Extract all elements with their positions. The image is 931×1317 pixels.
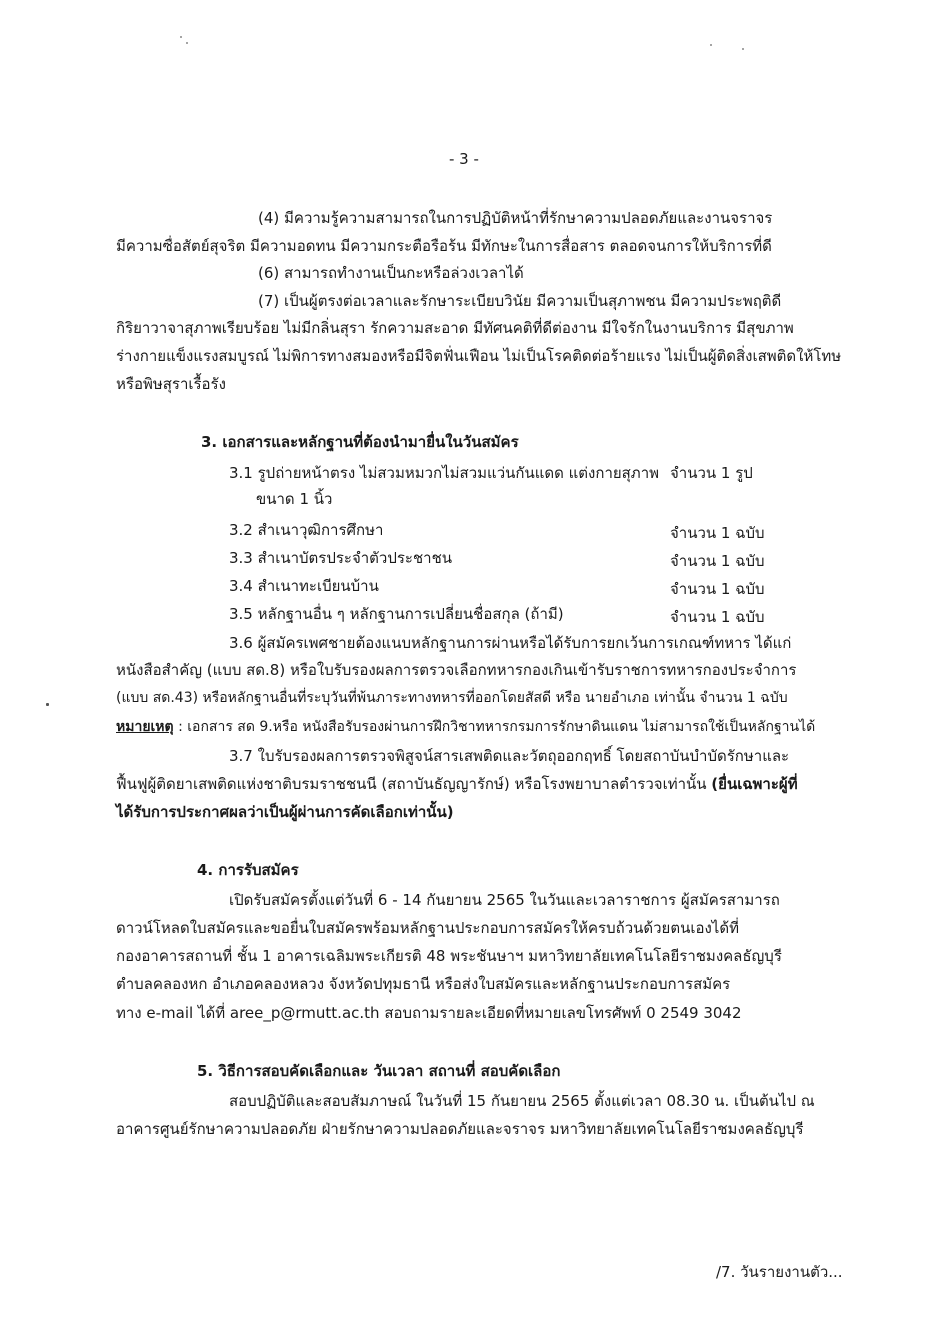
scan-speck: [46, 703, 49, 706]
section-5-heading: 5. วิธีการสอบคัดเลือกและ วันเวลา สถานที่ สอบคัดเลือก: [197, 1062, 561, 1080]
para-6: (6) สามารถทำงานเป็นกะหรือล่วงเวลาได้: [258, 264, 524, 282]
item-3-7-line-1: 3.7 ใบรับรองผลการตรวจพิสูจน์สารเสพติดและวัตถุออกฤทธิ์ โดยสถาบันบำบัดรักษาและ: [229, 747, 790, 765]
para-4-line-2: มีความซื่อสัตย์สุจริต มีความอดทน มีความกระตือรือร้น มีทักษะในการสื่อสาร ตลอดจนการให้บริการที่ดี: [116, 237, 772, 255]
section-4-line-2: ดาวน์โหลดใบสมัครและขอยื่นใบสมัครพร้อมหลักฐานประกอบการสมัครให้ครบถ้วนด้วยตนเองได้ที่: [116, 919, 739, 937]
item-3-6-line-1: 3.6 ผู้สมัครเพศชายต้องแนบหลักฐานการผ่านหรือได้รับการยกเว้นการเกณฑ์ทหาร ได้แก่: [229, 634, 792, 652]
para-7-line-4: หรือพิษสุราเรื้อรัง: [116, 375, 226, 393]
section-4-line-5: ทาง e-mail ได้ที่ aree_p@rmutt.ac.th สอบถามรายละเอียดที่หมายเลขโทรศัพท์ 0 2549 3042: [116, 1004, 742, 1022]
section-4-line-3: กองอาคารสถานที่ ชั้น 1 อาคารเฉลิมพระเกียรติ 48 พระชันษาฯ มหาวิทยาลัยเทคโนโลยีราชมงคลธัญบุรี: [116, 947, 782, 965]
para-7-line-1: (7) เป็นผู้ตรงต่อเวลาและรักษาระเบียบวินัย มีความเป็นสุภาพชน มีความประพฤติดี: [258, 292, 782, 310]
section-5-line-1: สอบปฏิบัติและสอบสัมภาษณ์ ในวันที่ 15 กันยายน 2565 ตั้งแต่เวลา 08.30 น. เป็นต้นไป ณ: [229, 1092, 815, 1110]
item-3-7-line-2: [116, 774, 798, 794]
scan-speck: [186, 42, 188, 44]
section-3-heading: 3. เอกสารและหลักฐานที่ต้องนำมายื่นในวันสมัคร: [201, 433, 519, 451]
item-3-3-qty: จำนวน 1 ฉบับ: [670, 552, 765, 570]
item-3-7-line-2-bold: (ยื่นเฉพาะผู้ที่: [711, 775, 798, 793]
para-4-line-1: (4) มีความรู้ความสามารถในการปฏิบัติหน้าที่รักษาความปลอดภัยและงานจราจร: [258, 209, 773, 227]
note-label: หมายเหตุ: [116, 719, 174, 735]
item-3-4-qty: จำนวน 1 ฉบับ: [670, 580, 765, 598]
section-4-line-1: เปิดรับสมัครตั้งแต่วันที่ 6 - 14 กันยายน 2565 ในวันและเวลาราชการ ผู้สมัครสามารถ: [229, 891, 780, 909]
page-number: - 3 -: [449, 150, 479, 168]
note: [116, 717, 815, 737]
scan-speck: [180, 36, 182, 38]
item-3-1-cont: ขนาด 1 นิ้ว: [256, 490, 333, 508]
scan-speck: [710, 44, 712, 46]
item-3-1-label: 3.1 รูปถ่ายหน้าตรง ไม่สวมหมวกไม่สวมแว่นกันแดด แต่งกายสุภาพ: [229, 464, 660, 482]
item-3-3-label: 3.3 สำเนาบัตรประจำตัวประชาชน: [229, 549, 453, 567]
item-3-7-line-2-text: ฟื้นฟูผู้ติดยาเสพติดแห่งชาติบรมราชชนนี (สถาบันธัญญารักษ์) หรือโรงพยาบาลตำรวจเท่านั้น: [116, 775, 712, 793]
para-7-line-3: ร่างกายแข็งแรงสมบูรณ์ ไม่พิการทางสมองหรือมีจิตฟั่นเฟือน ไม่เป็นโรคติดต่อร้ายแรง ไม่เป็นผู้ติดสิ่งเสพติดให้โทษ: [116, 347, 842, 365]
item-3-7-line-3: ได้รับการประกาศผลว่าเป็นผู้ผ่านการคัดเลือกเท่านั้น): [116, 803, 454, 821]
note-text: : เอกสาร สด 9.หรือ หนังสือรับรองผ่านการฝึกวิชาทหารกรมการรักษาดินแดน ไม่สามารถใช้เป็นหลักฐานได้: [173, 719, 816, 735]
item-3-5-label: 3.5 หลักฐานอื่น ๆ หลักฐานการเปลี่ยนชื่อสกุล (ถ้ามี): [229, 605, 564, 623]
scan-speck: [742, 48, 744, 50]
section-4-heading: 4. การรับสมัคร: [197, 861, 299, 879]
item-3-6-line-2: หนังสือสำคัญ (แบบ สด.8) หรือใบรับรองผลการตรวจเลือกทหารกองเกินเข้ารับราชการทหารกองประจำการ: [116, 661, 797, 679]
item-3-2-label: 3.2 สำเนาวุฒิการศึกษา: [229, 521, 384, 539]
item-3-4-label: 3.4 สำเนาทะเบียนบ้าน: [229, 577, 379, 595]
item-3-6-line-3: (แบบ สด.43) หรือหลักฐานอื่นที่ระบุวันที่พ้นภาระทางทหารที่ออกโดยสัสดี หรือ นายอำเภอ เท่านั้น จำนวน 1 ฉบับ: [116, 690, 788, 706]
continuation-footer: /7. วันรายงานตัว...: [716, 1263, 843, 1281]
item-3-5-qty: จำนวน 1 ฉบับ: [670, 608, 765, 626]
para-7-line-2: กิริยาวาจาสุภาพเรียบร้อย ไม่มีกลิ่นสุรา รักความสะอาด มีทัศนคติที่ดีต่องาน มีใจรักในงานบริการ มีสุขภาพ: [116, 319, 794, 337]
item-3-2-qty: จำนวน 1 ฉบับ: [670, 524, 765, 542]
section-5-line-2: อาคารศูนย์รักษาความปลอดภัย ฝ่ายรักษาความปลอดภัยและจราจร มหาวิทยาลัยเทคโนโลยีราชมงคลธัญบุรี: [116, 1120, 804, 1138]
section-4-line-4: ตำบลคลองหก อำเภอคลองหลวง จังหวัดปทุมธานี หรือส่งใบสมัครและหลักฐานประกอบการสมัคร: [116, 975, 731, 993]
item-3-1-qty: จำนวน 1 รูป: [670, 464, 753, 482]
